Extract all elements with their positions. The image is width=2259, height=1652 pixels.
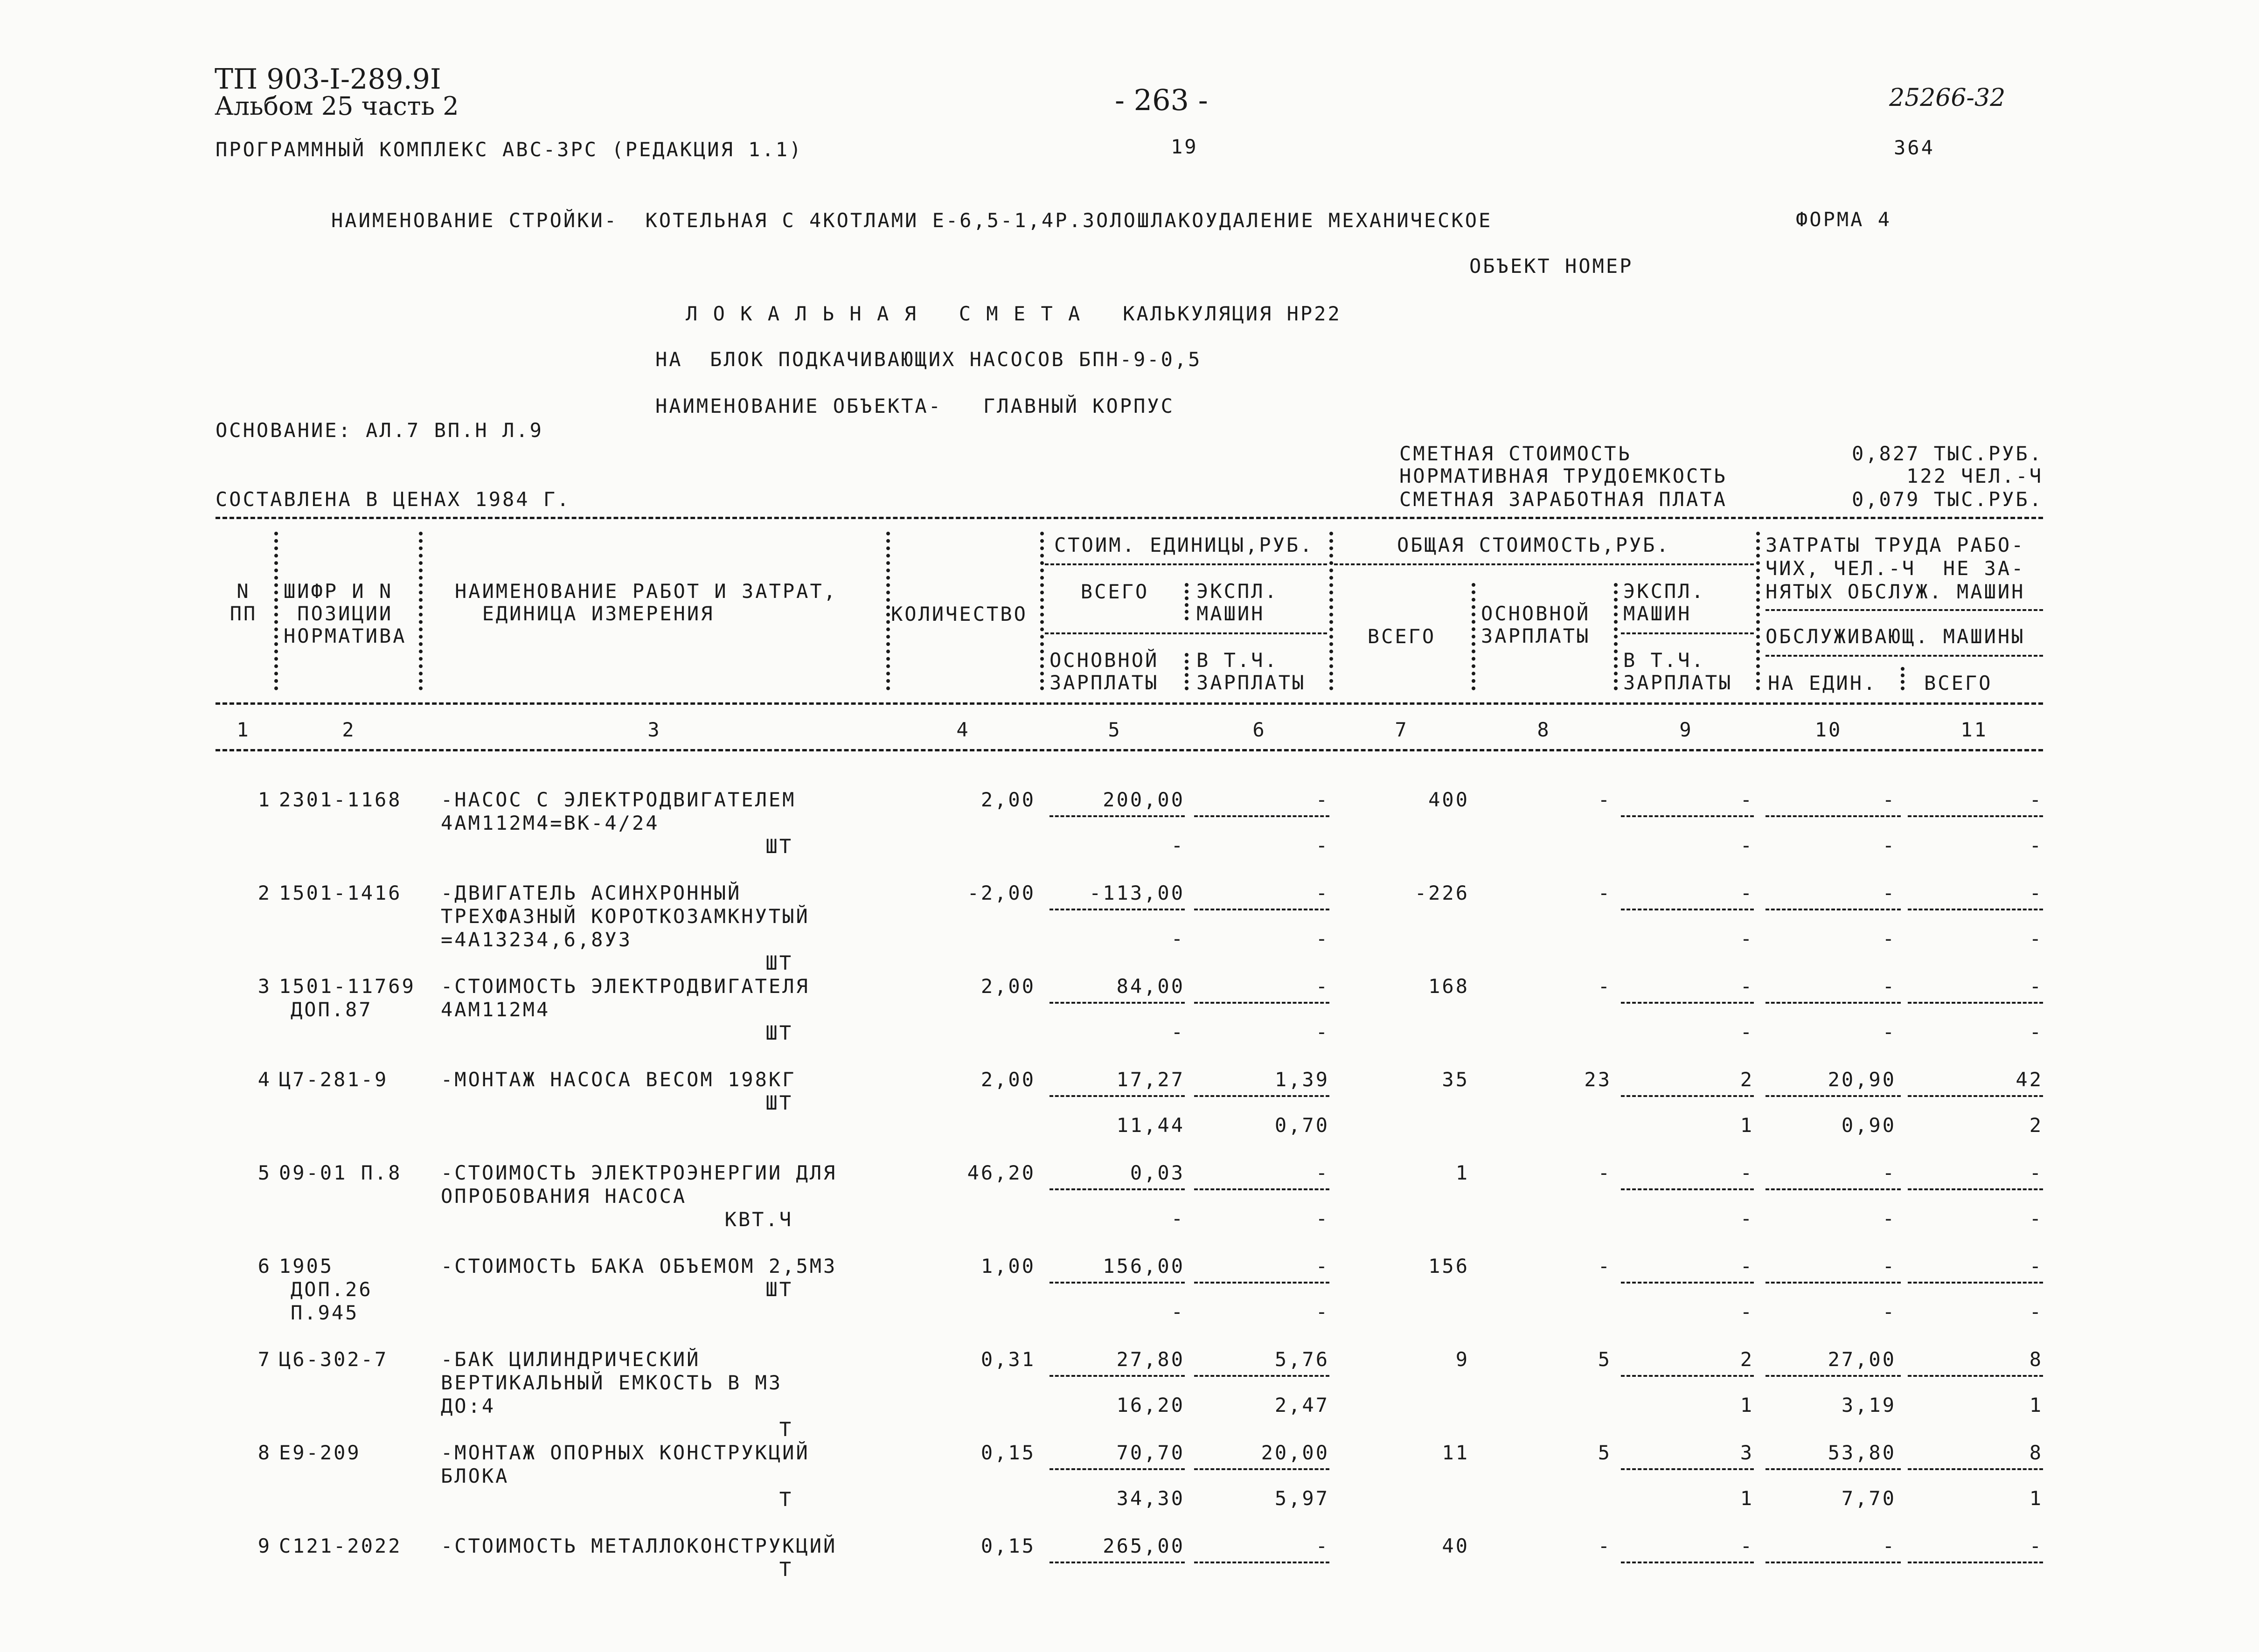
row-name: -НАСОС С ЭЛЕКТРОДВИГАТЕЛЕМ [441,788,796,811]
row-c5-wages: 16,20 [1116,1394,1185,1416]
row-c9: - [1740,1255,1754,1277]
row-name: 4АМ112М4 [441,998,550,1021]
row-c10: - [1882,1161,1896,1184]
col-header-quantity: КОЛИЧЕСТВО [891,603,1028,625]
row-qty: 46,20 [967,1161,1036,1184]
row-c8: - [1598,975,1612,998]
row-c9: - [1740,1534,1754,1557]
column-number: 2 [342,718,356,741]
row-c6-wages: - [1315,1020,1329,1043]
row-qty: 2,00 [980,788,1036,811]
cell-separator-rule [1908,815,2043,817]
row-c6: - [1315,1255,1329,1277]
column-number: 8 [1537,718,1551,741]
row-c5: 265,00 [1103,1534,1185,1557]
row-code: П.945 [291,1301,359,1324]
row-c6: - [1315,1161,1329,1184]
row-c8: - [1598,1255,1612,1277]
row-c10: 27,00 [1828,1348,1896,1371]
row-c10: 20,90 [1828,1068,1896,1091]
header-rule [1621,632,1754,634]
row-c5: 200,00 [1103,788,1185,811]
cell-separator-rule [1050,909,1185,910]
row-name: -СТОИМОСТЬ ЭЛЕКТРОДВИГАТЕЛЯ [441,975,810,998]
cell-separator-rule [1194,1375,1329,1377]
row-c11: - [2029,1255,2043,1277]
row-c7: 35 [1442,1068,1469,1091]
row-c11-machines: 1 [2029,1487,2043,1510]
row-code: Ц7-281-9 [279,1068,389,1091]
row-c11-machines: - [2029,1020,2043,1043]
row-c9: 2 [1740,1068,1754,1091]
column-number: 9 [1679,718,1693,741]
column-divider [1901,667,1908,690]
cell-separator-rule [1621,815,1754,817]
object-number: ОБЪЕКТ НОМЕР [1469,255,1633,278]
row-c11-machines: 2 [2029,1114,2043,1137]
column-divider [1185,653,1192,690]
row-c6-wages: - [1315,1300,1329,1323]
col-header-labor: ЗАТРАТЫ ТРУДА РАБО- ЧИХ, ЧЕЛ.-Ч НЕ ЗА- НЯТЫХ ОБСЛУЖ. МАШИН [1765,534,2025,603]
summary-value: 0,827 ТЫС.РУБ. [1851,442,2043,465]
row-c11: - [2029,1161,2043,1184]
row-c6: 5,76 [1274,1348,1329,1371]
row-c11-machines: - [2029,927,2043,950]
cell-separator-rule [1908,1095,2043,1097]
row-name: 4АМ112М4=ВК-4/24 [441,812,660,834]
row-c5-wages: - [1171,927,1185,950]
row-c11: - [2029,882,2043,904]
row-c9: - [1740,882,1754,904]
cell-separator-rule [1621,909,1754,910]
column-divider [1614,583,1621,690]
row-number: 2 [257,882,271,904]
row-c11: - [2029,788,2043,811]
archive-number: 25266-32 [1889,84,2006,112]
column-divider [1472,583,1479,690]
row-c10-machines: 0,90 [1841,1114,1896,1137]
row-name: -ДВИГАТЕЛЬ АСИНХРОННЫЙ [441,882,742,904]
row-c6-wages: 2,47 [1274,1394,1329,1416]
col-header-labor-total: ВСЕГО [1924,672,1993,694]
col-header-number: N ПП [229,580,257,625]
row-c9-wages: 1 [1740,1487,1754,1510]
row-name: ТРЕХФАЗНЫЙ КОРОТКОЗАМКНУТЫЙ [441,905,810,928]
cell-separator-rule [1194,1468,1329,1470]
cell-separator-rule [1765,1468,1901,1470]
cell-separator-rule [1050,1095,1185,1097]
row-c8: 23 [1584,1068,1612,1091]
row-name: ВЕРТИКАЛЬНЫЙ ЕМКОСТЬ В М3 [441,1371,783,1394]
row-c6-wages: - [1315,1207,1329,1230]
row-c9-wages: - [1740,834,1754,857]
row-c9-wages: - [1740,1300,1754,1323]
col-header-name: НАИМЕНОВАНИЕ РАБОТ И ЗАТРАТ, ЕДИНИЦА ИЗМЕРЕНИЯ [455,580,838,625]
row-c8: - [1598,1534,1612,1557]
cell-separator-rule [1194,909,1329,910]
cell-separator-rule [1194,815,1329,817]
col-header-labor-machines: ОБСЛУЖИВАЮЩ. МАШИНЫ [1765,625,2025,648]
row-c5-wages: - [1171,1020,1185,1043]
cell-separator-rule [1765,1002,1901,1004]
row-c9: 2 [1740,1348,1754,1371]
column-number: 7 [1395,718,1409,741]
row-code: 1501-11769 [279,975,416,998]
column-divider [1185,583,1192,620]
summary-value: 122 ЧЕЛ.-Ч [1906,465,2043,487]
summary-value: 0,079 ТЫС.РУБ. [1851,488,2043,511]
row-c11-machines: 1 [2029,1394,2043,1416]
cell-separator-rule [1765,1095,1901,1097]
row-c6: - [1315,788,1329,811]
row-c7: 168 [1428,975,1469,998]
row-c6: - [1315,1534,1329,1557]
row-c11: - [2029,975,2043,998]
row-c10: - [1882,975,1896,998]
cell-separator-rule [1621,1562,1754,1563]
col-header-unit-machine-wages: В Т.Ч. ЗАРПЛАТЫ [1196,649,1306,694]
row-unit: Т [779,1418,793,1441]
cell-separator-rule [1194,1002,1329,1004]
row-qty: 0,15 [980,1441,1036,1464]
column-number: 5 [1108,718,1122,741]
row-c8: - [1598,882,1612,904]
row-c7: 11 [1442,1441,1469,1464]
row-c10-machines: - [1882,834,1896,857]
row-qty: 0,31 [980,1348,1036,1371]
row-name: -СТОИМОСТЬ БАКА ОБЪЕМОМ 2,5М3 [441,1255,837,1277]
row-number: 4 [257,1068,271,1091]
row-c10: - [1882,1255,1896,1277]
col-header-labor-per-unit: НА ЕДИН. [1768,672,1877,694]
cell-separator-rule [1050,1562,1185,1563]
row-c9-wages: - [1740,1207,1754,1230]
column-number: 10 [1814,718,1842,741]
row-c10: - [1882,882,1896,904]
row-unit: ШТ [765,1091,793,1114]
cell-separator-rule [1765,1375,1901,1377]
row-number: 1 [257,788,271,811]
row-c11-machines: - [2029,834,2043,857]
row-c5: 17,27 [1116,1068,1185,1091]
row-c11-machines: - [2029,1300,2043,1323]
row-c8: 5 [1598,1348,1612,1371]
column-divider [274,532,282,690]
row-c6: - [1315,882,1329,904]
row-c7: 40 [1442,1534,1469,1557]
row-code: ДОП.87 [291,998,373,1021]
column-divider [1756,532,1764,690]
row-unit: КВТ.Ч [724,1208,793,1231]
row-c5-wages: 34,30 [1116,1487,1185,1510]
col-header-code: ШИФР И N ПОЗИЦИИ НОРМАТИВА [284,580,407,647]
row-code: 1905 [279,1255,334,1277]
album-label: Альбом 25 часть 2 [215,91,459,121]
document-title: Л О К А Л Ь Н А Я С М Е Т А КАЛЬКУЛЯЦИЯ НР22 [686,302,1341,325]
estimate-subject: НА БЛОК ПОДКАЧИВАЮЩИХ НАСОСОВ БПН-9-0,5 [655,348,1202,371]
row-code: ДОП.26 [291,1278,373,1301]
row-c7: 400 [1428,788,1469,811]
summary-label: СМЕТНАЯ ЗАРАБОТНАЯ ПЛАТА [1399,488,1727,511]
row-c7: 9 [1455,1348,1469,1371]
cell-separator-rule [1050,1282,1185,1284]
row-name: -МОНТАЖ НАСОСА ВЕСОМ 198КГ [441,1068,796,1091]
construction-name: НАИМЕНОВАНИЕ СТРОЙКИ- КОТЕЛЬНАЯ С 4КОТЛАМИ Е-6,5-1,4Р.ЗОЛОШЛАКОУДАЛЕНИЕ МЕХАНИЧЕСКОЕ [331,209,1493,232]
column-divider [1040,532,1048,690]
row-c5-wages: 11,44 [1116,1114,1185,1137]
row-c8: 5 [1598,1441,1612,1464]
row-c5: 27,80 [1116,1348,1185,1371]
row-c6: 1,39 [1274,1068,1329,1091]
program-name: ПРОГРАММНЫЙ КОМПЛЕКС АВС-3РС (РЕДАКЦИЯ 1.1) [215,138,803,161]
col-header-total: ВСЕГО [1367,625,1436,648]
row-c10-machines: 7,70 [1841,1487,1896,1510]
cell-separator-rule [1765,1282,1901,1284]
row-name: ОПРОБОВАНИЯ НАСОСА [441,1185,687,1208]
row-c7: 156 [1428,1255,1469,1277]
row-number: 9 [257,1534,271,1557]
row-c6-wages: 0,70 [1274,1114,1329,1137]
row-name: -БАК ЦИЛИНДРИЧЕСКИЙ [441,1348,701,1371]
cell-separator-rule [1050,1188,1185,1190]
row-code: Ц6-302-7 [279,1348,389,1371]
row-code: 09-01 П.8 [279,1161,402,1184]
row-c5: 84,00 [1116,975,1185,998]
row-c9: - [1740,788,1754,811]
row-c6-wages: - [1315,834,1329,857]
row-c6: 20,00 [1261,1441,1329,1464]
row-number: 3 [257,975,271,998]
row-c6: - [1315,975,1329,998]
header-rule [1765,655,2043,657]
row-c10-machines: - [1882,1020,1896,1043]
row-qty: 0,15 [980,1534,1036,1557]
row-c5: 0,03 [1130,1161,1185,1184]
row-code: Е9-209 [279,1441,361,1464]
row-name: ДО:4 [441,1395,496,1417]
row-unit: Т [779,1558,793,1581]
row-c9: - [1740,1161,1754,1184]
prices-year: СОСТАВЛЕНА В ЦЕНАХ 1984 Г. [215,488,571,511]
col-header-total-machines: ЭКСПЛ. МАШИН [1623,580,1705,625]
row-c10-machines: - [1882,1300,1896,1323]
col-header-unit-machines: ЭКСПЛ. МАШИН [1196,580,1279,625]
cell-separator-rule [1908,1562,2043,1563]
cell-separator-rule [1050,815,1185,817]
row-c5-wages: - [1171,834,1185,857]
row-number: 8 [257,1441,271,1464]
cell-separator-rule [1194,1188,1329,1190]
row-code: С121-2022 [279,1534,402,1557]
cell-separator-rule [1050,1468,1185,1470]
col-header-unit-cost: СТОИМ. ЕДИНИЦЫ,РУБ. [1054,534,1314,556]
cell-separator-rule [1194,1095,1329,1097]
sheet-right-number: 364 [1894,136,1935,159]
column-divider [419,532,426,690]
summary-label: НОРМАТИВНАЯ ТРУДОЕМКОСТЬ [1399,465,1727,487]
cell-separator-rule [1908,1375,2043,1377]
cell-separator-rule [1908,909,2043,910]
header-rule [1045,563,1327,565]
row-c11: 8 [2029,1441,2043,1464]
table-top-rule [215,517,2043,519]
header-rule [1765,609,2043,611]
row-unit: Т [779,1488,793,1511]
row-c11: 8 [2029,1348,2043,1371]
row-c6-wages: 5,97 [1274,1487,1329,1510]
column-number: 4 [956,718,970,741]
cell-separator-rule [1621,1282,1754,1284]
col-header-unit-wages: ОСНОВНОЙ ЗАРПЛАТЫ [1050,649,1159,694]
row-c9: 3 [1740,1441,1754,1464]
cell-separator-rule [1765,815,1901,817]
cell-separator-rule [1194,1282,1329,1284]
row-c6-wages: - [1315,927,1329,950]
cell-separator-rule [1765,1188,1901,1190]
basis: ОСНОВАНИЕ: АЛ.7 ВП.Н Л.9 [215,419,543,442]
row-qty: 2,00 [980,1068,1036,1091]
row-c5: -113,00 [1089,882,1185,904]
cell-separator-rule [1050,1002,1185,1004]
row-c7: -226 [1414,882,1469,904]
row-c9-wages: 1 [1740,1114,1754,1137]
column-number-rule [215,749,2043,751]
column-number: 1 [236,718,250,741]
row-number: 7 [257,1348,271,1371]
cell-separator-rule [1621,1375,1754,1377]
row-c11-machines: - [2029,1207,2043,1230]
header-bottom-rule [215,702,2043,705]
row-unit: ШТ [765,1278,793,1301]
row-c9-wages: 1 [1740,1394,1754,1416]
cell-separator-rule [1050,1375,1185,1377]
row-c8: - [1598,788,1612,811]
col-header-total-wages: ОСНОВНОЙ ЗАРПЛАТЫ [1481,602,1591,647]
col-header-total-machine-wages: В Т.Ч. ЗАРПЛАТЫ [1623,649,1733,694]
row-name: -СТОИМОСТЬ ЭЛЕКТРОЭНЕРГИИ ДЛЯ [441,1161,837,1184]
object-name: НАИМЕНОВАНИЕ ОБЪЕКТА- ГЛАВНЫЙ КОРПУС [655,395,1175,417]
row-qty: 1,00 [980,1255,1036,1277]
row-unit: ШТ [765,951,793,974]
column-number: 3 [647,718,661,741]
row-name: БЛОКА [441,1465,509,1487]
col-header-total-cost: ОБЩАЯ СТОИМОСТЬ,РУБ. [1397,534,1670,556]
column-number: 11 [1960,718,1988,741]
row-code: 1501-1416 [279,882,402,904]
col-header-unit-total: ВСЕГО [1080,580,1149,603]
row-name: -МОНТАЖ ОПОРНЫХ КОНСТРУКЦИЙ [441,1441,810,1464]
header-rule [1045,632,1327,634]
row-c11: 42 [2016,1068,2043,1091]
row-number: 5 [257,1161,271,1184]
cell-separator-rule [1194,1562,1329,1563]
page-number: - 263 - [1115,83,1208,117]
column-number: 6 [1252,718,1266,741]
row-unit: ШТ [765,1021,793,1044]
cell-separator-rule [1908,1282,2043,1284]
row-c9-wages: - [1740,927,1754,950]
row-c10-machines: 3,19 [1841,1394,1896,1416]
cell-separator-rule [1765,1562,1901,1563]
cell-separator-rule [1621,1095,1754,1097]
row-qty: 2,00 [980,975,1036,998]
row-c10: - [1882,788,1896,811]
project-code: ТП 903-I-289.9I [215,63,441,96]
row-c5: 156,00 [1103,1255,1185,1277]
row-c11: - [2029,1534,2043,1557]
row-number: 6 [257,1255,271,1277]
row-name: =4А13234,6,8У3 [441,928,633,951]
row-c8: - [1598,1161,1612,1184]
row-c5: 70,70 [1116,1441,1185,1464]
row-code: 2301-1168 [279,788,402,811]
cell-separator-rule [1765,909,1901,910]
row-c10: - [1882,1534,1896,1557]
row-c5-wages: - [1171,1300,1185,1323]
cell-separator-rule [1908,1468,2043,1470]
row-name: -СТОИМОСТЬ МЕТАЛЛОКОНСТРУКЦИЙ [441,1534,837,1557]
cell-separator-rule [1908,1188,2043,1190]
row-qty: -2,00 [967,882,1036,904]
row-c10: 53,80 [1828,1441,1896,1464]
cell-separator-rule [1621,1468,1754,1470]
sheet-number: 19 [1171,135,1198,158]
cell-separator-rule [1908,1002,2043,1004]
row-c9: - [1740,975,1754,998]
row-c7: 1 [1455,1161,1469,1184]
cell-separator-rule [1621,1002,1754,1004]
row-c9-wages: - [1740,1020,1754,1043]
column-divider [1329,532,1337,690]
row-c10-machines: - [1882,927,1896,950]
cell-separator-rule [1621,1188,1754,1190]
row-unit: ШТ [765,835,793,858]
header-rule [1334,563,1754,565]
summary-label: СМЕТНАЯ СТОИМОСТЬ [1399,442,1632,465]
row-c5-wages: - [1171,1207,1185,1230]
form-label: ФОРМА 4 [1796,208,1892,231]
row-c10-machines: - [1882,1207,1896,1230]
